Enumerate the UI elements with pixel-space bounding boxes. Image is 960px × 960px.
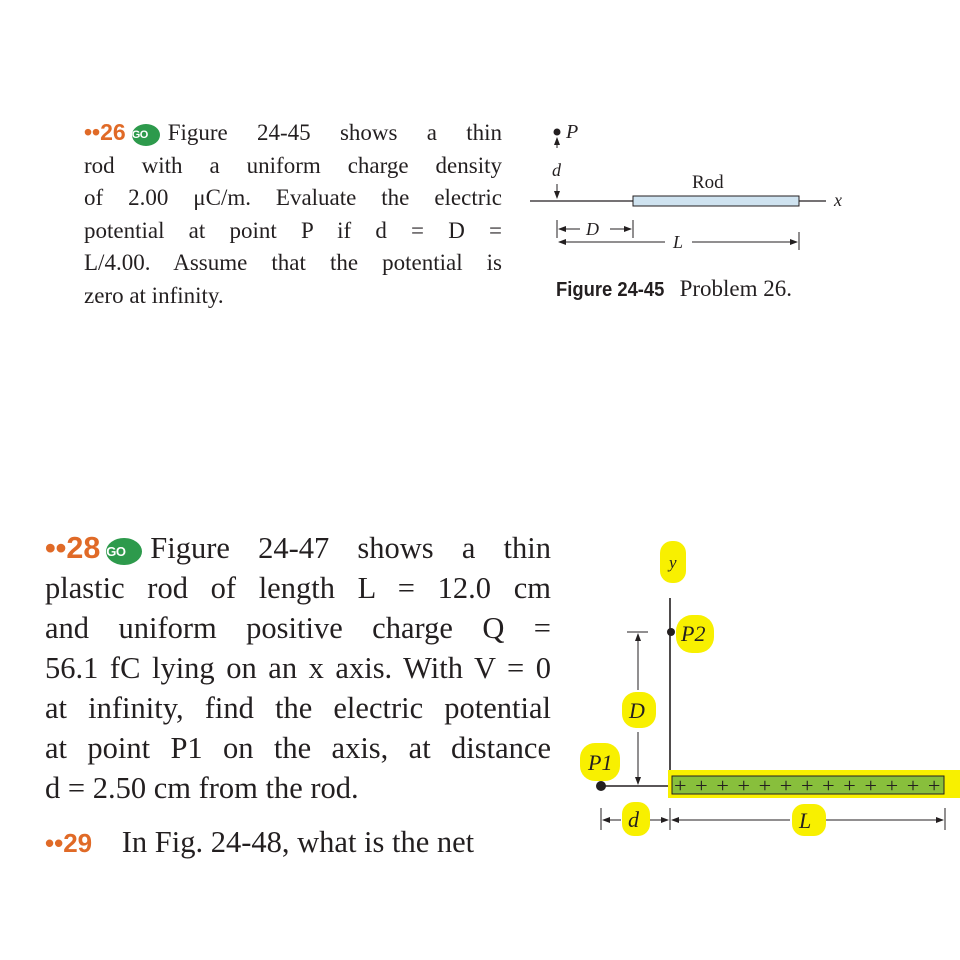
point-p-label: P [566, 121, 579, 143]
problem-26-line-4: potential at point P if d = D = [84, 217, 502, 243]
L-label: L [799, 808, 812, 833]
problem-28-line-5: at infinity, find the electric potential [45, 691, 551, 725]
p2-label: P2 [681, 621, 706, 646]
problem-number: ••26 [84, 119, 126, 145]
rod-label: Rod [692, 172, 724, 193]
problem-text: In Fig. 24-48, what is the net [121, 825, 475, 859]
problem-26-line-6: zero at infinity. [84, 282, 224, 308]
y-axis-label: y [669, 553, 677, 572]
problem-28-line-6: at point P1 on the axis, at distance [45, 731, 551, 765]
problem-number: ••29 [45, 828, 93, 858]
L-label: L [673, 232, 684, 252]
problem-28-line-7: d = 2.50 cm from the rod. [45, 771, 359, 805]
problem-28-line-3: and uniform positive charge Q = [45, 611, 551, 645]
figure-47-diagram [580, 541, 960, 836]
problem-28-line-4: 56.1 fC lying on an x axis. With V = 0 [45, 651, 551, 685]
d-label: d [552, 160, 561, 180]
p1-label: P1 [588, 750, 613, 775]
problem-26-line-5: L/4.00. Assume that the potential is [84, 250, 502, 275]
problem-number: ••28 [45, 531, 101, 565]
problem-text: Figure 24-45 shows a thin [167, 120, 502, 145]
figure-45-diagram [530, 121, 842, 252]
d-label: d [628, 807, 639, 832]
problem-28-line-2: plastic rod of length L = 12.0 cm [45, 571, 551, 605]
go-badge-icon: GO [106, 538, 142, 565]
D-label: D [586, 219, 599, 239]
x-axis-label: x [834, 190, 842, 210]
problem-26-line-3: of 2.00 μC/m. Evaluate the electric [84, 185, 502, 210]
caption-figure-number: Figure 24-45 [556, 279, 665, 301]
point-p-marker [554, 129, 561, 136]
point-p2-marker [667, 628, 675, 636]
D-label: D [629, 698, 645, 723]
point-p1-marker [596, 781, 606, 791]
problem-text: Figure 24-47 shows a thin [150, 531, 551, 565]
problem-26-line-2: rod with a uniform charge density [84, 152, 502, 178]
go-badge-icon: GO [132, 124, 160, 146]
caption-text: Problem 26. [679, 276, 793, 301]
rod [633, 196, 799, 206]
rod-charges: + + + + + + + + + + + + + [674, 775, 942, 797]
